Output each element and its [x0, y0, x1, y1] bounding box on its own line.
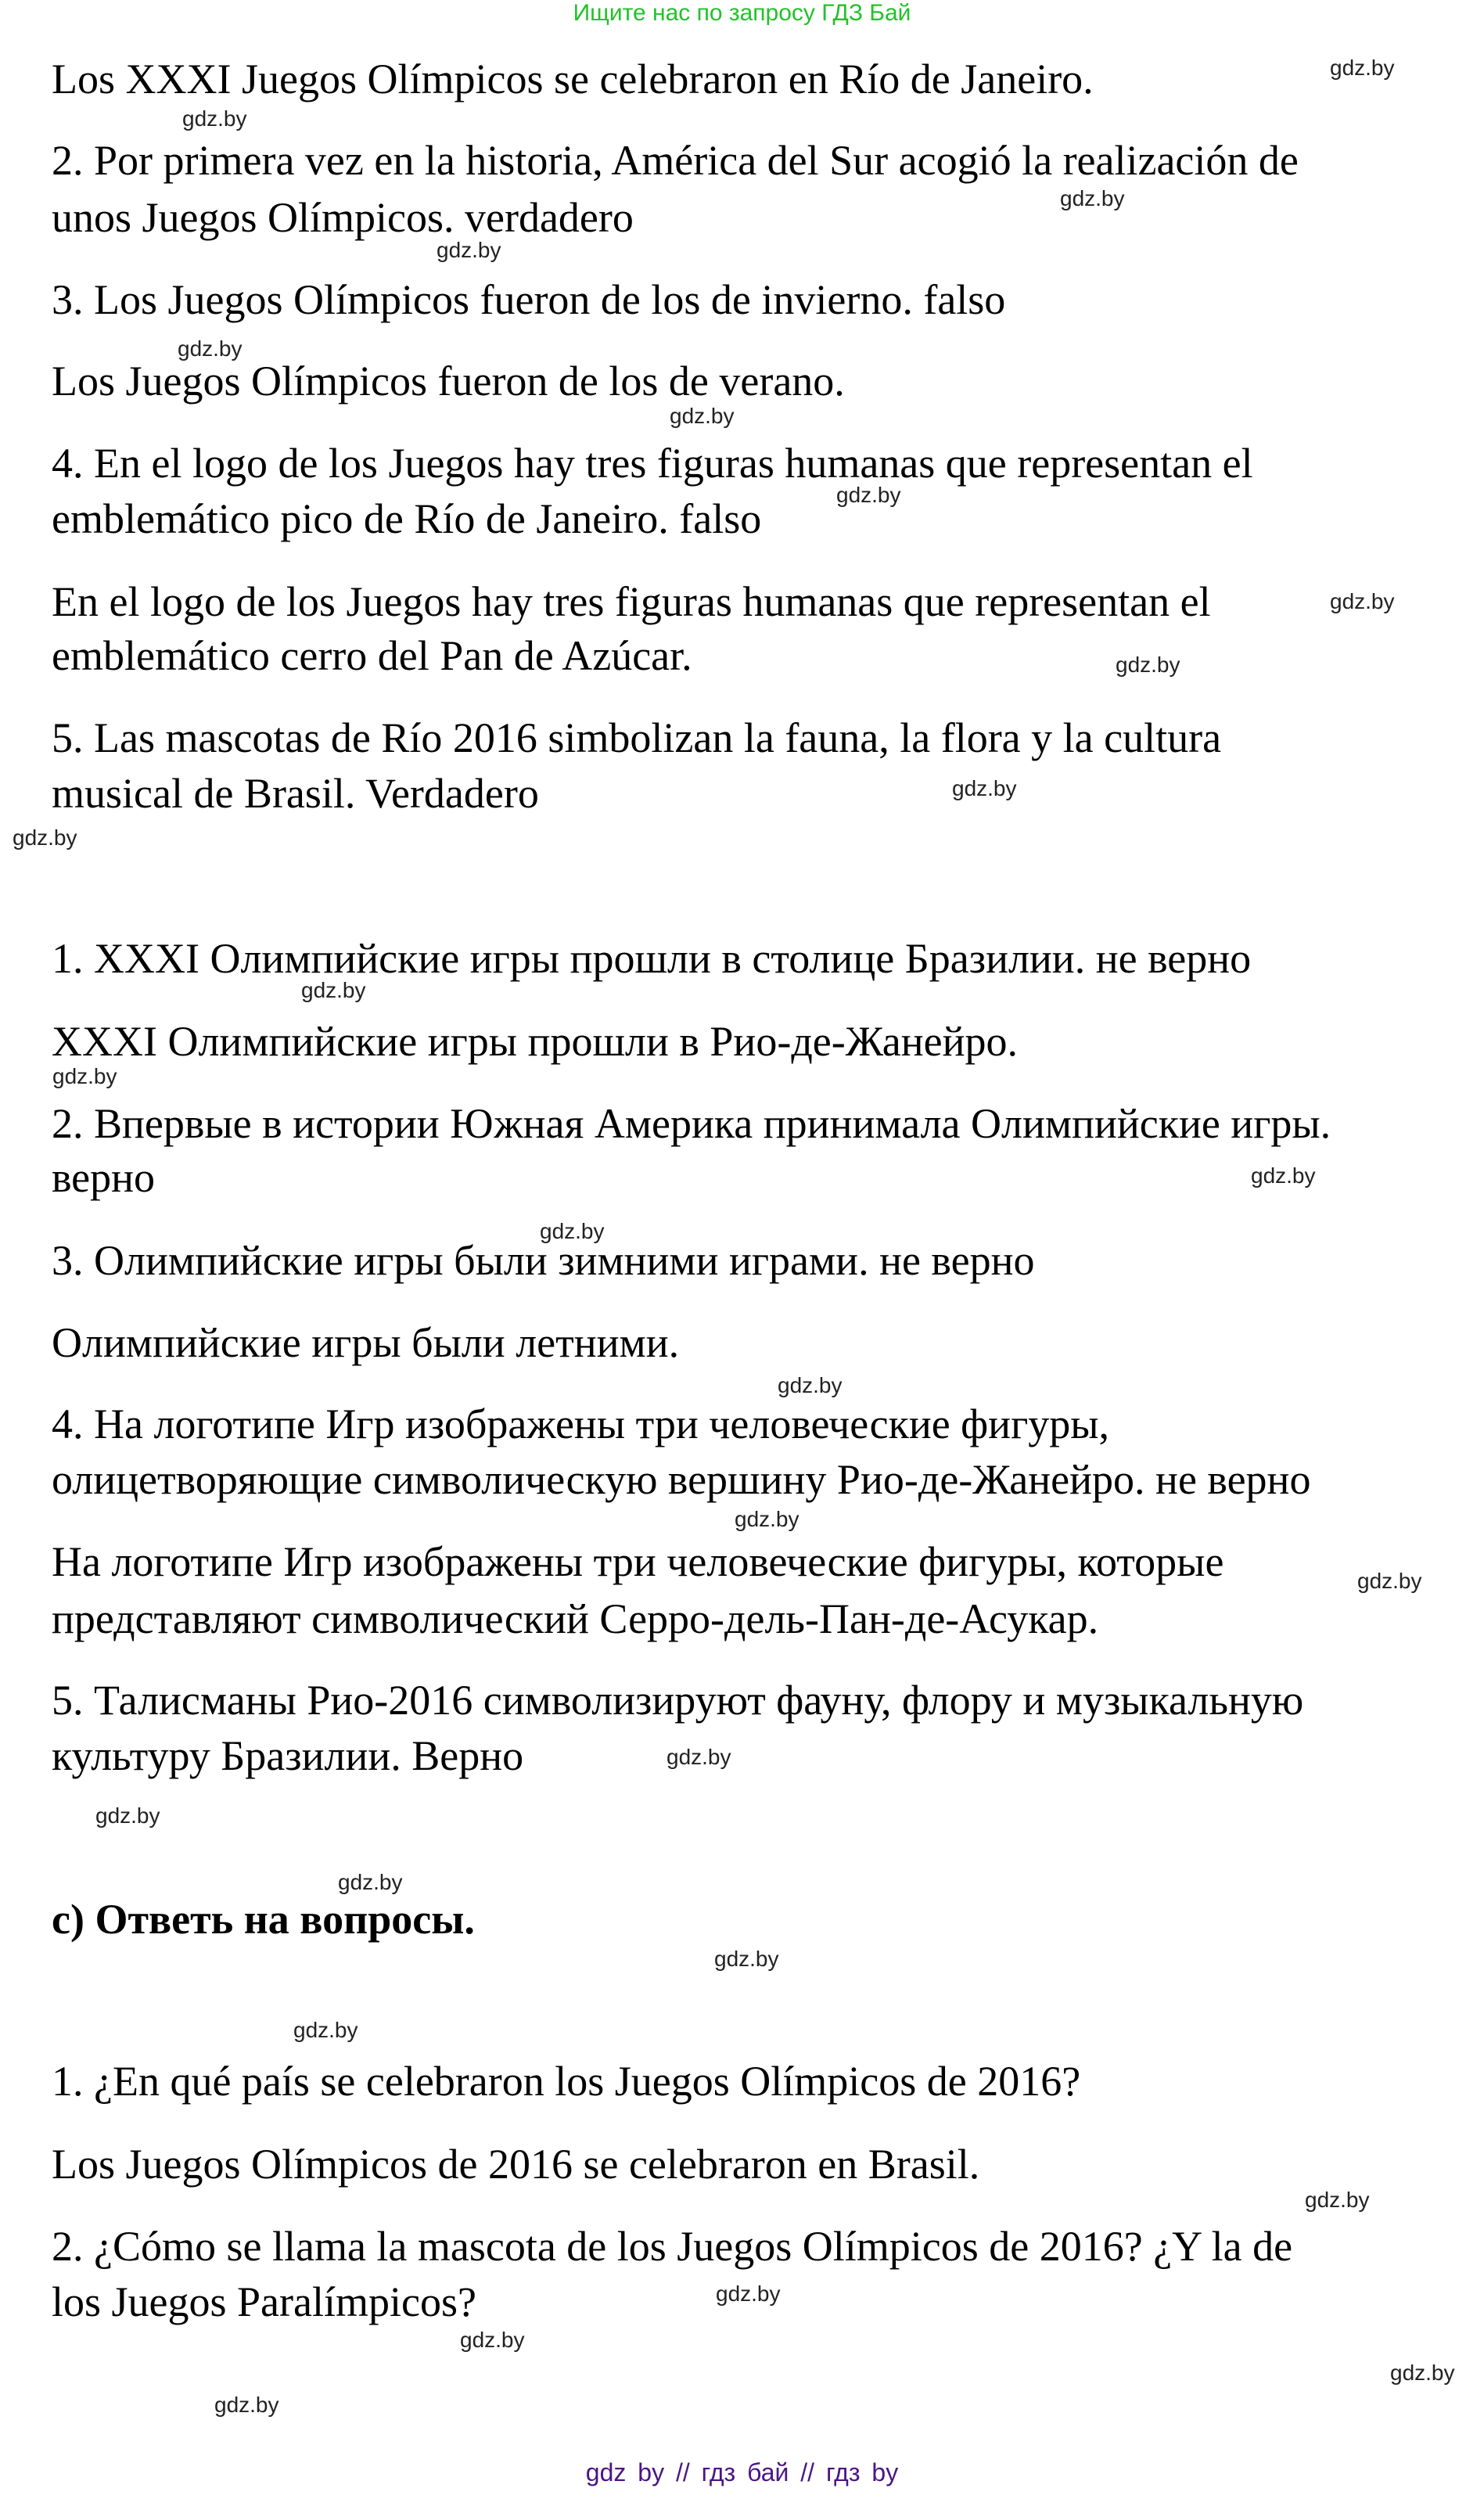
watermark: gdz.by	[1251, 1163, 1316, 1188]
watermark: gdz.by	[1060, 186, 1125, 210]
question-line: 1. ¿En qué país se celebraron los Juegos Olímpicos de 2016?	[52, 2058, 1081, 2105]
statement-line: верно	[52, 1154, 156, 1201]
watermark: gdz.by	[214, 2393, 279, 2417]
watermark: gdz.by	[95, 1803, 160, 1828]
statement-line: 5. Las mascotas de Río 2016 simbolizan la fauna, la flora y la cultura	[52, 714, 1222, 761]
statement-line: 2. Впервые в истории Южная Америка принимала Олимпийские игры.	[52, 1100, 1331, 1147]
watermark: gdz.by	[13, 825, 77, 850]
watermark: gdz.by	[1330, 56, 1395, 80]
question-line: 2. ¿Cómo se llama la mascota de los Juegos Olímpicos de 2016? ¿Y la de	[52, 2223, 1293, 2270]
statement-line: musical de Brasil. Verdadero	[52, 770, 539, 817]
watermark: gdz.by	[293, 2018, 358, 2042]
statement-line: 3. Los Juegos Olímpicos fueron de los de invierno. falso	[52, 276, 1006, 323]
answer-line: представляют символический Серро-дель-Пан-де-Асукар.	[52, 1595, 1099, 1642]
watermark: gdz.by	[836, 483, 901, 507]
section-heading: c) Ответь на вопросы.	[52, 1896, 475, 1943]
watermark: gdz.by	[670, 404, 735, 428]
watermark: gdz.by	[735, 1507, 799, 1531]
watermark: gdz.by	[1116, 653, 1180, 677]
watermark: gdz.by	[1357, 1569, 1422, 1593]
answer-line: emblemático cerro del Pan de Azúcar.	[52, 632, 692, 679]
watermark: gdz.by	[178, 336, 243, 361]
answer-line: En el logo de los Juegos hay tres figuras humanas que representan el	[52, 578, 1211, 625]
statement-line: 3. Олимпийские игры были зимними играми. не верно	[52, 1237, 1035, 1284]
watermark: gdz.by	[714, 1947, 779, 1971]
statement-line: олицетворяющие символическую вершину Рио-де-Жанейро. не верно	[52, 1456, 1311, 1503]
watermark: gdz.by	[1390, 2361, 1455, 2385]
watermark: gdz.by	[460, 2328, 525, 2352]
answer-line: Los XXXI Juegos Olímpicos se celebraron en Río de Janeiro.	[52, 56, 1094, 102]
statement-line: 4. На логотипе Игр изображены три человеческие фигуры,	[52, 1401, 1110, 1447]
statement-line: 1. XXXI Олимпийские игры прошли в столице Бразилии. не верно	[52, 935, 1252, 982]
answer-line: На логотипе Игр изображены три человеческие фигуры, которые	[52, 1538, 1224, 1585]
watermark: gdz.by	[182, 106, 247, 131]
watermark: gdz.by	[1305, 2188, 1370, 2212]
statement-line: 2. Por primera vez en la historia, América del Sur acogió la realización de	[52, 137, 1299, 184]
statement-line: 4. En el logo de los Juegos hay tres figuras humanas que representan el	[52, 440, 1253, 487]
answer-line: Los Juegos Olímpicos de 2016 se celebraron en Brasil.	[52, 2141, 980, 2188]
watermark: gdz.by	[301, 978, 366, 1002]
watermark: gdz.by	[540, 1219, 605, 1243]
watermark: gdz.by	[716, 2281, 781, 2306]
watermark: gdz.by	[338, 1870, 403, 1894]
site-footer: gdz by // гдз бай // гдз by	[585, 2458, 899, 2486]
statement-line: культуру Бразилии. Верно	[52, 1732, 524, 1779]
watermark: gdz.by	[952, 776, 1017, 800]
statement-line: unos Juegos Olímpicos. verdadero	[52, 194, 634, 241]
watermark: gdz.by	[778, 1373, 843, 1397]
statement-line: emblemático pico de Río de Janeiro. falso	[52, 495, 762, 542]
watermark: gdz.by	[667, 1745, 731, 1769]
answer-line: Los Juegos Olímpicos fueron de los de verano.	[52, 358, 845, 405]
watermark: gdz.by	[1330, 589, 1395, 613]
watermark: gdz.by	[52, 1064, 117, 1088]
answer-line: XXXI Олимпийские игры прошли в Рио-де-Жанейро.	[52, 1018, 1019, 1065]
question-line: los Juegos Paralímpicos?	[52, 2278, 476, 2325]
answer-line: Олимпийские игры были летними.	[52, 1319, 680, 1366]
statement-line: 5. Талисманы Рио-2016 символизируют фауну, флору и музыкальную	[52, 1677, 1304, 1724]
watermark: gdz.by	[437, 238, 501, 262]
search-hint-banner: Ищите нас по запросу ГДЗ Бай	[573, 0, 911, 26]
